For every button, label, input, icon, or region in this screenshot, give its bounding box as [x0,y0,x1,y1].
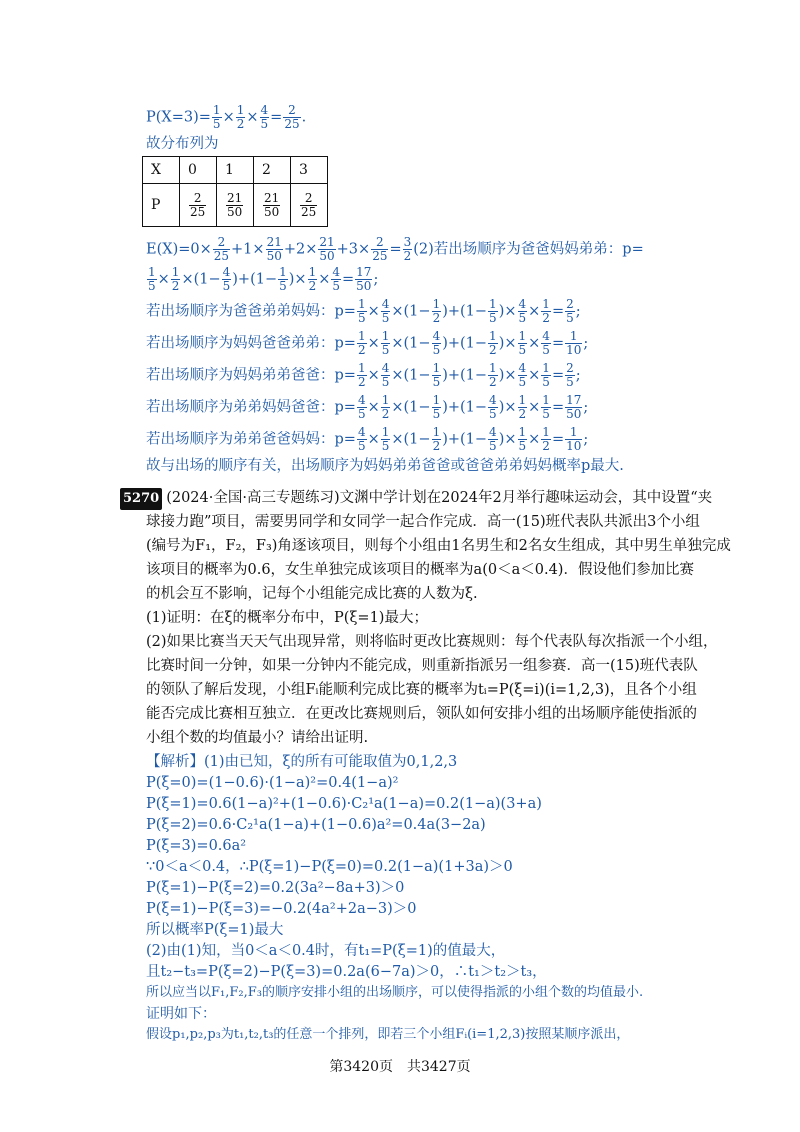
problem-line-1: 5270 (2024·全国·高三专题练习)文渊中学计划在2024年2月举行趣味运动会，其中设置“夹 [120,488,712,510]
page-footer: 第3420页 共3427页 [329,1059,471,1075]
table-cell: 2 [254,157,291,184]
order-line-6: 若出场顺序为弟弟爸爸妈妈：p= $\frac{4}{5}$ × $\frac{1}{5}$ ×(1− $\frac{1}{2}$ )+(1− $\frac{4}{5}$ )× $\frac{1}{5}$ × $\frac{1}{2}$ = $\frac{1}{10}$ ; [146,425,589,453]
solution-line-3: P(ξ=1)=0.6(1−a)²+(1−0.6)·C₂¹a(1−a)=0.2(1−a)(3+a) [146,796,542,812]
table-cell: 3 [291,157,328,184]
table-cell: $\frac{21}{50}$ [254,184,291,227]
solution-line-1: 【解析】(1)由已知，ξ的所有可能取值为0,1,2,3 [146,754,458,770]
problem-line-9: 的领队了解后发现，小组Fᵢ能顺利完成比赛的概率为tᵢ=P(ξ=i)(i=1,2,3)，且各个小组 [146,682,697,698]
problem-line-4: 该项目的概率为0.6，女生单独完成该项目的概率为a(0＜a＜0.4)．假设他们参加比赛 [146,562,694,578]
solution-line-14: 假设p₁,p₂,p₃为t₁,t₂,t₃的任意一个排列，即若三个小组Fᵢ(i=1,2,3)按照某顺序派出， [146,1027,630,1042]
table-row [143,184,328,227]
problem-line-6: (1)证明：在ξ的概率分布中，P(ξ=1)最大； [146,610,428,626]
order-line-4: 若出场顺序为妈妈弟弟爸爸：p= $\frac{1}{2}$ × $\frac{4}{5}$ ×(1− $\frac{1}{5}$ )+(1− $\frac{1}{2}$ )× $\frac{4}{5}$ × $\frac{1}{5}$ = $\frac{2}{5}$ ; [146,361,581,389]
solution-line-2: P(ξ=0)=(1−0.6)·(1−a)²=0.4(1−a)² [146,775,399,791]
order-line-1: $\frac{1}{5}$ × $\frac{1}{2}$ ×(1− $\frac{4}{5}$ )+(1− $\frac{1}{5}$ )× $\frac{1}{2}$ × $\frac{4}{5}$ = $\frac{17}{50}$ ; [148,265,379,293]
problem-line-5: 的机会互不影响，记每个小组能完成比赛的人数为ξ. [146,586,478,602]
table-header-row [143,157,328,184]
order-line-3: 若出场顺序为妈妈爸爸弟弟：p= $\frac{1}{2}$ × $\frac{1}{5}$ ×(1− $\frac{4}{5}$ )+(1− $\frac{1}{2}$ )× $\frac{1}{5}$ × $\frac{4}{5}$ = $\frac{1}{10}$ ; [146,329,589,357]
table-cell: 0 [180,157,217,184]
problem-line-2: 球接力跑”项目，需要男同学和女同学一起合作完成．高一(15)班代表队共派出3个小组 [146,514,700,530]
problem-line-11: 小组个数的均值最小？请给出证明. [146,730,369,746]
table-cell: $\frac{21}{50}$ [217,184,254,227]
table-cell: $\frac{2}{25}$ [291,184,328,227]
table-cell: P [143,184,180,227]
solution-line-6: ∵0＜a＜0.4，∴P(ξ=1)−P(ξ=0)=0.2(1−a)(1+3a)＞0 [146,859,513,875]
problem-line-8: 比赛时间一分钟，如果一分钟内不能完成，则重新指派另一组参赛．高一(15)班代表队 [146,658,698,674]
solution-line-12: 所以应当以F₁,F₂,F₃的顺序安排小组的出场顺序，可以使得指派的小组个数的均值最小. [146,985,644,1000]
solution-line-13: 证明如下： [146,1006,216,1022]
solution-line-7: P(ξ=1)−P(ξ=2)=0.2(3a²−8a+3)＞0 [146,880,405,896]
dist-intro: 故分布列为 [146,136,219,152]
problem-line-7: (2)如果比赛当天天气出现异常，则将临时更改比赛规则：每个代表队每次指派一个小组， [146,634,718,650]
solution-line-9: 所以概率P(ξ=1)最大 [146,922,284,938]
solution-line-10: (2)由(1)知，当0＜a＜0.4时，有t₁=P(ξ=1)的值最大， [146,943,506,959]
solution-line-8: P(ξ=1)−P(ξ=3)=−0.2(4a²+2a−3)＞0 [146,901,417,917]
table-cell: 1 [217,157,254,184]
expectation-line: E(X)=0× $\frac{2}{25}$ +1× $\frac{21}{50}$ +2× $\frac{21}{50}$ +3× $\frac{2}{25}$ = $\frac{3}{2}$ (2)若出场顺序为爸爸妈妈弟弟：p= [146,235,644,263]
conclusion-line: 故与出场的顺序有关，出场顺序为妈妈弟弟爸爸或爸爸弟弟妈妈概率p最大. [146,458,624,474]
order-line-5: 若出场顺序为弟弟妈妈爸爸：p= $\frac{4}{5}$ × $\frac{1}{2}$ ×(1− $\frac{1}{5}$ )+(1− $\frac{4}{5}$ )× $\frac{1}{2}$ × $\frac{1}{5}$ = $\frac{17}{50}$ ; [146,393,589,421]
problem-line-3: (编号为F₁，F₂，F₃)角逐该项目，则每个小组由1名男生和2名女生组成，其中男生单独完成 [146,538,731,554]
px3-line: P(X=3)= $\frac{1}{5}$ × $\frac{1}{2}$ × $\frac{4}{5}$ = $\frac{2}{25}$ . [146,103,307,131]
solution-line-4: P(ξ=2)=0.6·C₂¹a(1−a)+(1−0.6)a²=0.4a(3−2a) [146,817,486,833]
problem-line-10: 能否完成比赛相互独立．在更改比赛规则后，领队如何安排小组的出场顺序能使指派的 [146,706,697,722]
order-line-2: 若出场顺序为爸爸弟弟妈妈：p= $\frac{1}{5}$ × $\frac{4}{5}$ ×(1− $\frac{1}{2}$ )+(1− $\frac{1}{5}$ )× $\frac{4}{5}$ × $\frac{1}{2}$ = $\frac{2}{5}$ ; [146,297,581,325]
table-cell: $\frac{2}{25}$ [180,184,217,227]
table-cell: X [143,157,180,184]
distribution-table [142,156,328,227]
problem-number-badge: 5270 [120,488,162,510]
solution-line-5: P(ξ=3)=0.6a² [146,838,247,854]
solution-line-11: 且t₂−t₃=P(ξ=2)−P(ξ=3)=0.2a(6−7a)＞0，∴t₁＞t₂＞t₃， [146,964,547,980]
